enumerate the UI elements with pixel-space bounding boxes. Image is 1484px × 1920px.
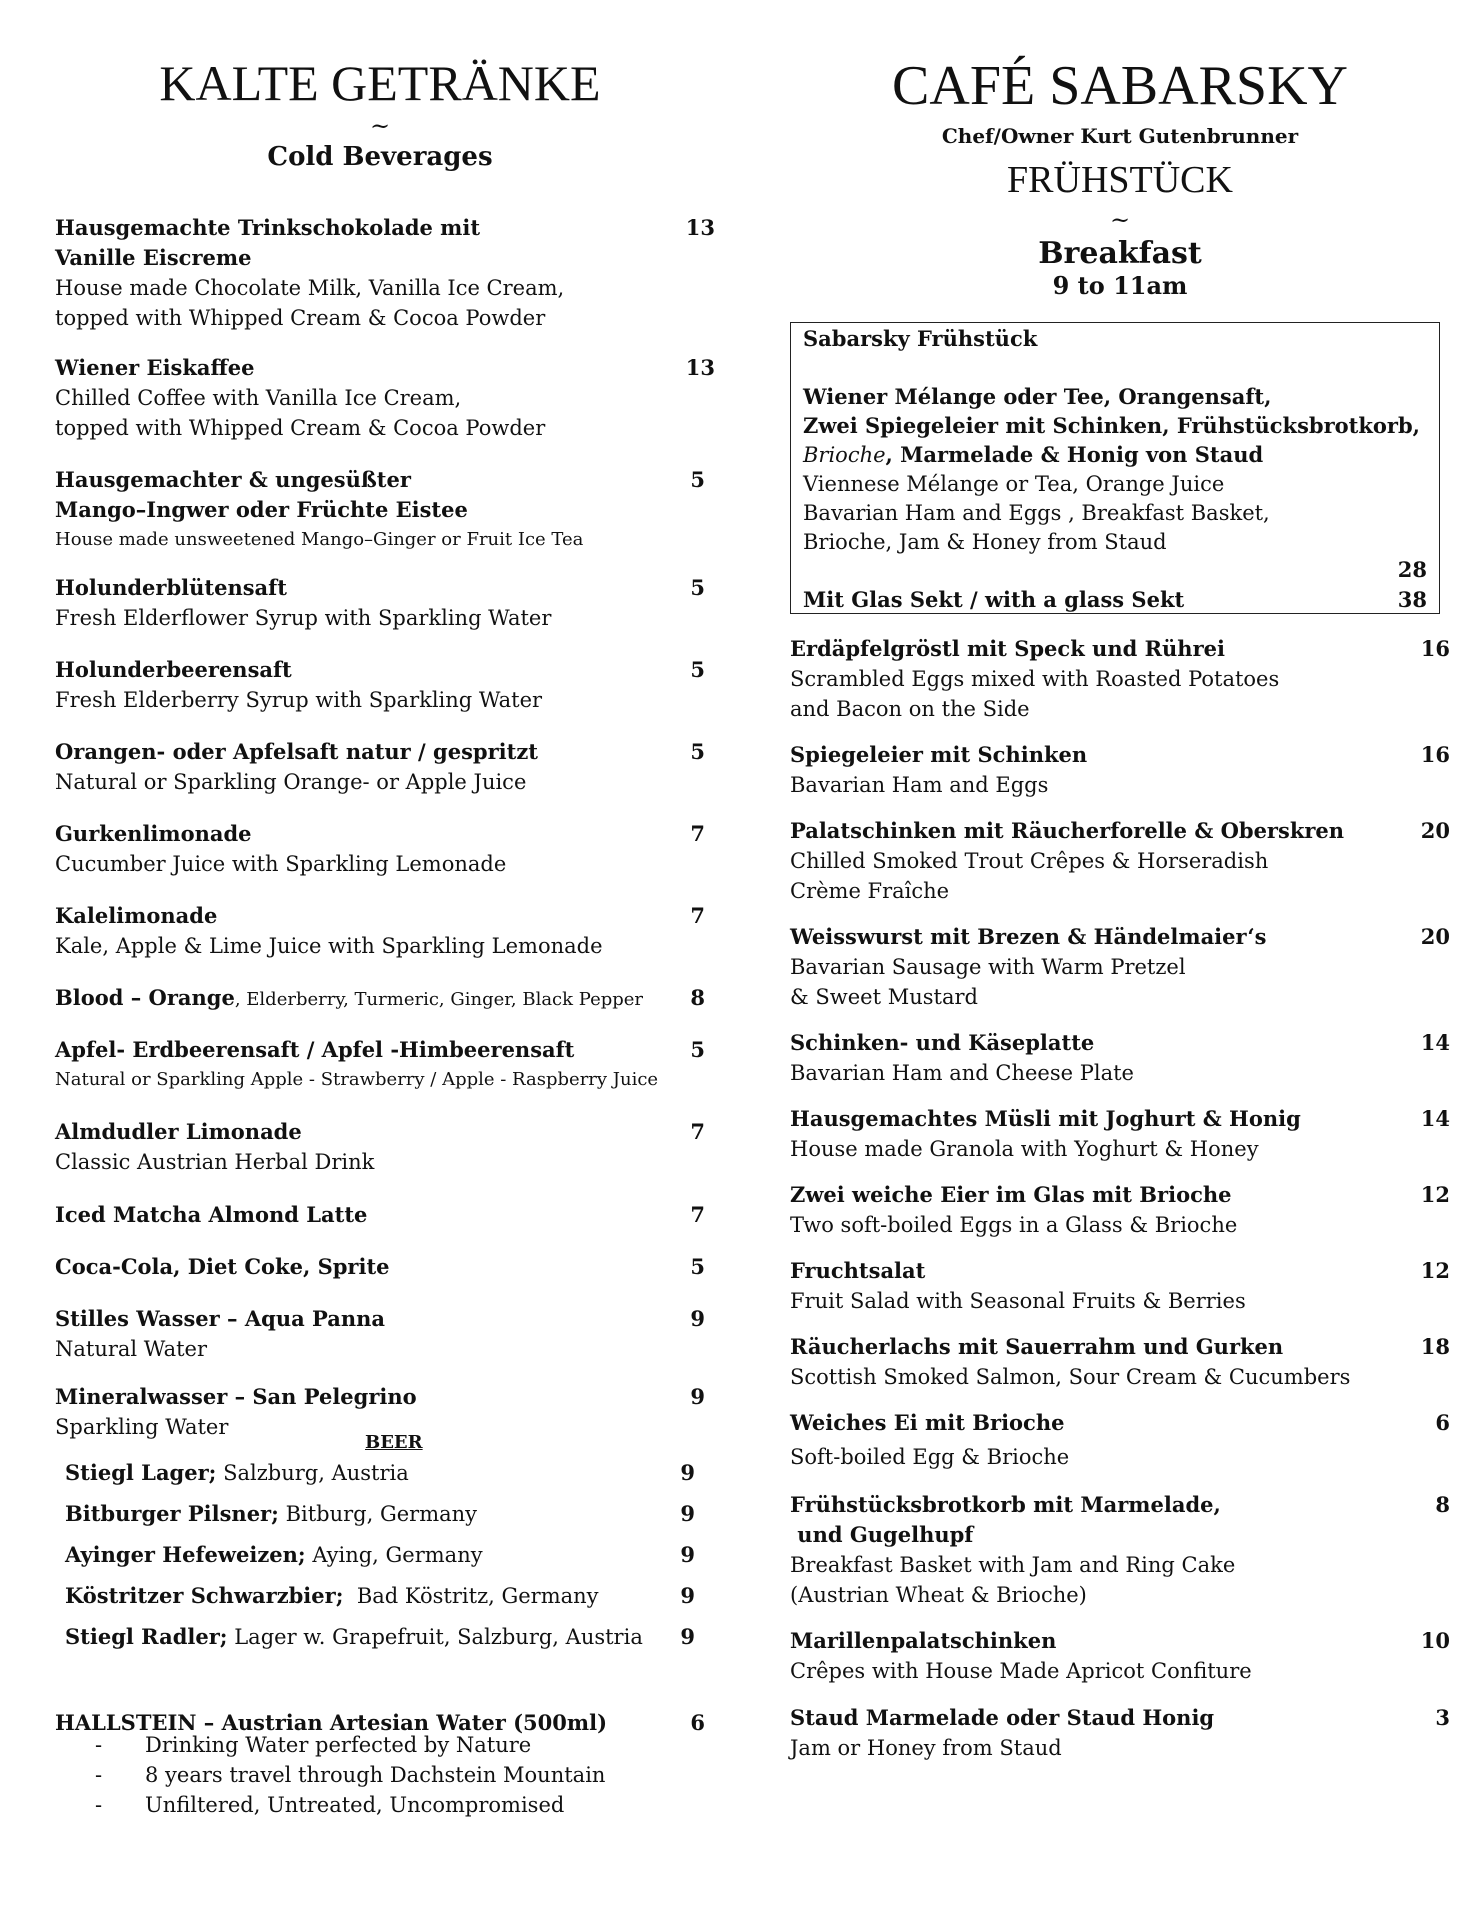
item-name-line2: Vanille Eiscreme	[55, 245, 252, 270]
item-price: 7	[690, 1202, 705, 1227]
item-description: Bavarian Ham and Eggs	[790, 773, 1049, 797]
item-price: 6	[1435, 1410, 1450, 1435]
item-description-line2: Crème Fraîche	[790, 879, 950, 903]
item-description: House made Granola with Yoghurt & Honey	[790, 1137, 1259, 1161]
menu-item	[790, 634, 1450, 724]
item-description-line2: & Sweet Mustard	[790, 985, 978, 1009]
item-description: Fresh Elderberry Syrup with Sparkling Water	[55, 688, 543, 712]
beer-origin: Salzburg, Austria	[216, 1461, 409, 1485]
item-price: 13	[685, 215, 715, 240]
item-description: Two soft-boiled Eggs in a Glass & Brioche	[790, 1213, 1238, 1237]
beer-price: 9	[680, 1542, 695, 1567]
beer-origin: Lager w. Grapefruit, Salzburg, Austria	[227, 1625, 643, 1649]
item-price: 14	[1420, 1030, 1450, 1055]
beer-row	[65, 1499, 695, 1529]
item-price: 5	[690, 1254, 705, 1279]
item-description: Cucumber Juice with Sparkling Lemonade	[55, 852, 507, 876]
item-price: 7	[690, 903, 705, 928]
item-description: Bavarian Ham and Cheese Plate	[790, 1061, 1134, 1085]
beer-heading: BEER	[365, 1432, 423, 1453]
item-name: Weisswurst mit Brezen & Händelmaier‘s	[790, 924, 1267, 949]
item-price: 20	[1420, 818, 1450, 843]
menu-item	[55, 465, 705, 555]
breakfast-hours: 9 to 11am	[1052, 271, 1188, 300]
item-name: Kalelimonade	[55, 903, 218, 928]
item-inline-description: , Elderberry, Turmeric, Ginger, Black Pepper	[234, 989, 644, 1010]
item-price: 5	[690, 575, 705, 600]
beer-price: 9	[680, 1501, 695, 1526]
item-description: Bavarian Sausage with Warm Pretzel	[790, 955, 1186, 979]
item-description: Kale, Apple & Lime Juice with Sparkling Lemonade	[55, 934, 603, 958]
item-name: Marillenpalatschinken	[790, 1628, 1057, 1653]
menu-item	[790, 1256, 1450, 1316]
item-name: Hausgemachter & ungesüßter	[55, 467, 411, 492]
menu-item	[55, 1304, 705, 1364]
item-name: Spiegeleier mit Schinken	[790, 742, 1088, 767]
beer-name: Köstritzer Schwarzbier;	[65, 1583, 344, 1608]
bullet-item: - 8 years travel through Dachstein Mountain	[95, 1763, 606, 1787]
cafe-title: CAFÉ SABARSKY	[892, 55, 1348, 117]
item-name: HALLSTEIN – Austrian Artesian Water (500ml)	[55, 1710, 608, 1735]
beer-price: 9	[680, 1583, 695, 1608]
item-price: 5	[690, 739, 705, 764]
box-price: 28	[1397, 557, 1427, 582]
box-sekt-row	[803, 585, 1427, 614]
item-name: Palatschinken mit Räucherforelle & Oberskren	[790, 818, 1345, 843]
item-price: 12	[1420, 1182, 1450, 1207]
item-name: Apfel- Erdbeerensaft / Apfel -Himbeerensaft	[55, 1037, 575, 1062]
item-price: 10	[1420, 1628, 1450, 1653]
item-name: Schinken- und Käseplatte	[790, 1030, 1095, 1055]
item-name: Erdäpfelgröstl mit Speck und Rührei	[790, 636, 1225, 661]
item-description: House made Chocolate Milk, Vanilla Ice Cream,	[55, 276, 565, 300]
menu-item	[790, 1104, 1450, 1164]
item-price: 16	[1420, 742, 1450, 767]
box-german-line: Zwei Spiegeleier mit Schinken, Frühstücksbrotkorb,	[803, 413, 1420, 438]
item-name-line2: und Gugelhupf	[790, 1522, 974, 1547]
item-name: Staud Marmelade oder Staud Honig	[790, 1705, 1215, 1730]
item-name: Gurkenlimonade	[55, 821, 252, 846]
item-name-text: Blood – Orange	[55, 985, 235, 1010]
item-price: 12	[1420, 1258, 1450, 1283]
item-price: 13	[685, 355, 715, 380]
beer-origin: Aying, Germany	[305, 1543, 483, 1567]
brioche-italic: Brioche	[803, 443, 886, 467]
menu-item	[55, 1035, 705, 1095]
item-name: Holunderblütensaft	[55, 575, 287, 600]
item-price: 20	[1420, 924, 1450, 949]
box-english-line: Viennese Mélange or Tea, Orange Juice	[803, 472, 1225, 496]
item-name: Stilles Wasser – Aqua Panna	[55, 1306, 385, 1331]
item-name: Zwei weiche Eier im Glas mit Brioche	[790, 1182, 1232, 1207]
item-price: 7	[690, 821, 705, 846]
menu-item	[55, 1200, 705, 1230]
item-name: Wiener Eiskaffee	[55, 355, 255, 380]
item-price: 5	[690, 657, 705, 682]
menu-item	[790, 922, 1450, 1012]
item-name	[55, 983, 705, 1015]
cold-header	[55, 55, 705, 172]
item-description: Natural or Sparkling Orange- or Apple Juice	[55, 770, 527, 794]
menu-item	[55, 573, 705, 633]
item-description-line2: (Austrian Wheat & Brioche)	[790, 1583, 1087, 1607]
item-price: 8	[690, 985, 705, 1010]
menu-item	[790, 1180, 1450, 1240]
beer-price: 9	[680, 1624, 695, 1649]
item-description: Scottish Smoked Salmon, Sour Cream & Cucumbers	[790, 1365, 1351, 1389]
item-price: 6	[690, 1710, 705, 1735]
item-description: Fruit Salad with Seasonal Fruits & Berries	[790, 1289, 1246, 1313]
item-name: Hausgemachte Trinkschokolade mit	[55, 215, 481, 240]
beer-row	[65, 1581, 695, 1611]
chef-line: Chef/Owner Kurt Gutenbrunner	[941, 124, 1299, 148]
item-description: Crêpes with House Made Apricot Confiture	[790, 1659, 1252, 1683]
item-description: Sparkling Water	[55, 1415, 229, 1439]
item-description: Jam or Honey from Staud	[790, 1736, 1062, 1760]
box-english-line: Brioche, Jam & Honey from Staud	[803, 530, 1167, 554]
item-description-line2: and Bacon on the Side	[790, 697, 1030, 721]
menu-item	[55, 901, 705, 961]
item-price: 8	[1435, 1492, 1450, 1517]
sabarsky-breakfast-box	[790, 322, 1440, 614]
menu-item	[55, 353, 715, 443]
item-price: 7	[690, 1119, 705, 1144]
sekt-label: Mit Glas Sekt / with a glass Sekt	[803, 587, 1185, 612]
item-name: Mineralwasser – San Pelegrino	[55, 1384, 417, 1409]
section-title: FRÜHSTÜCK	[1007, 159, 1233, 201]
cafe-tilde: ~	[1109, 206, 1131, 234]
beer-row	[65, 1622, 695, 1652]
menu-item	[55, 1252, 705, 1282]
box-spacer	[803, 353, 1427, 382]
cold-subtitle: Cold Beverages	[267, 142, 493, 172]
beer-row	[65, 1540, 695, 1570]
box-german-line: Wiener Mélange oder Tee, Orangensaft,	[803, 384, 1272, 409]
menu-item	[790, 1028, 1450, 1088]
menu-item	[790, 816, 1450, 906]
item-price: 16	[1420, 636, 1450, 661]
item-name: Räucherlachs mit Sauerrahm und Gurken	[790, 1334, 1284, 1359]
item-name: Holunderbeerensaft	[55, 657, 292, 682]
item-price: 5	[690, 1037, 705, 1062]
menu-item	[55, 1117, 705, 1177]
menu-item	[790, 1332, 1450, 1392]
item-description: Breakfast Basket with Jam and Ring Cake	[790, 1553, 1236, 1577]
item-name: Frühstücksbrotkorb mit Marmelade,	[790, 1492, 1221, 1517]
menu-item	[55, 819, 705, 879]
beer-price: 9	[680, 1460, 695, 1485]
box-title: Sabarsky Frühstück	[803, 326, 1038, 351]
item-name: Hausgemachtes Müsli mit Joghurt & Honig	[790, 1106, 1301, 1131]
item-price: 14	[1420, 1106, 1450, 1131]
menu-item	[790, 1490, 1450, 1610]
item-price: 5	[690, 467, 705, 492]
beer-origin: Bitburg, Germany	[278, 1502, 478, 1526]
menu-item	[55, 655, 705, 715]
bullet-item: - Unfiltered, Untreated, Uncompromised	[95, 1793, 565, 1817]
item-name: Coca-Cola, Diet Coke, Sprite	[55, 1254, 390, 1279]
item-description: Natural or Sparkling Apple - Strawberry / Apple - Raspberry Juice	[55, 1069, 659, 1090]
menu-item	[790, 740, 1450, 800]
item-price: 18	[1420, 1334, 1450, 1359]
box-german-rest: , Marmelade & Honig von Staud	[885, 442, 1264, 467]
beer-origin: Bad Köstritz, Germany	[343, 1584, 599, 1608]
beer-name: Stiegl Radler;	[65, 1624, 228, 1649]
item-price: 3	[1435, 1705, 1450, 1730]
menu-item	[55, 737, 705, 797]
sekt-price: 38	[1397, 587, 1427, 612]
item-description: Soft-boiled Egg & Brioche	[790, 1445, 1070, 1469]
item-price: 9	[690, 1384, 705, 1409]
item-description: Classic Austrian Herbal Drink	[55, 1150, 375, 1174]
item-description-line2: topped with Whipped Cream & Cocoa Powder	[55, 306, 546, 330]
beer-row	[65, 1458, 695, 1488]
item-name-line2: Mango–Ingwer oder Früchte Eistee	[55, 497, 468, 522]
box-english-line: Bavarian Ham and Eggs , Breakfast Basket,	[803, 501, 1270, 525]
menu-item	[55, 983, 705, 1015]
cafe-header	[790, 55, 1450, 300]
item-name: Orangen- oder Apfelsaft natur / gespritzt	[55, 739, 538, 764]
item-name: Almdudler Limonade	[55, 1119, 302, 1144]
beer-name: Bitburger Pilsner;	[65, 1501, 279, 1526]
menu-item	[790, 1408, 1450, 1472]
item-name: Fruchtsalat	[790, 1258, 926, 1283]
bullet-item: - Drinking Water perfected by Nature	[95, 1733, 532, 1757]
item-price: 9	[690, 1306, 705, 1331]
item-description: Chilled Smoked Trout Crêpes & Horseradish	[790, 849, 1269, 873]
item-description: Scrambled Eggs mixed with Roasted Potatoes	[790, 667, 1280, 691]
beer-name: Ayinger Hefeweizen;	[65, 1542, 306, 1567]
hallstein-bullets	[95, 1730, 605, 1820]
box-german-line	[803, 440, 1427, 470]
cold-title: KALTE GETRÄNKE	[159, 55, 601, 111]
item-description: Natural Water	[55, 1337, 207, 1361]
item-description-line2: topped with Whipped Cream & Cocoa Powder	[55, 416, 546, 440]
item-name: Iced Matcha Almond Latte	[55, 1202, 368, 1227]
item-description: Chilled Coffee with Vanilla Ice Cream,	[55, 386, 462, 410]
item-description: Fresh Elderflower Syrup with Sparkling Water	[55, 606, 552, 630]
beer-name: Stiegl Lager;	[65, 1460, 217, 1485]
menu-item	[790, 1703, 1450, 1763]
menu-item	[790, 1626, 1450, 1686]
item-name: Weiches Ei mit Brioche	[790, 1410, 1065, 1435]
menu-item	[55, 213, 715, 333]
item-description: House made unsweetened Mango–Ginger or Fruit Ice Tea	[55, 529, 584, 550]
cold-tilde: ~	[369, 112, 391, 140]
breakfast-subtitle: Breakfast	[1038, 236, 1202, 271]
